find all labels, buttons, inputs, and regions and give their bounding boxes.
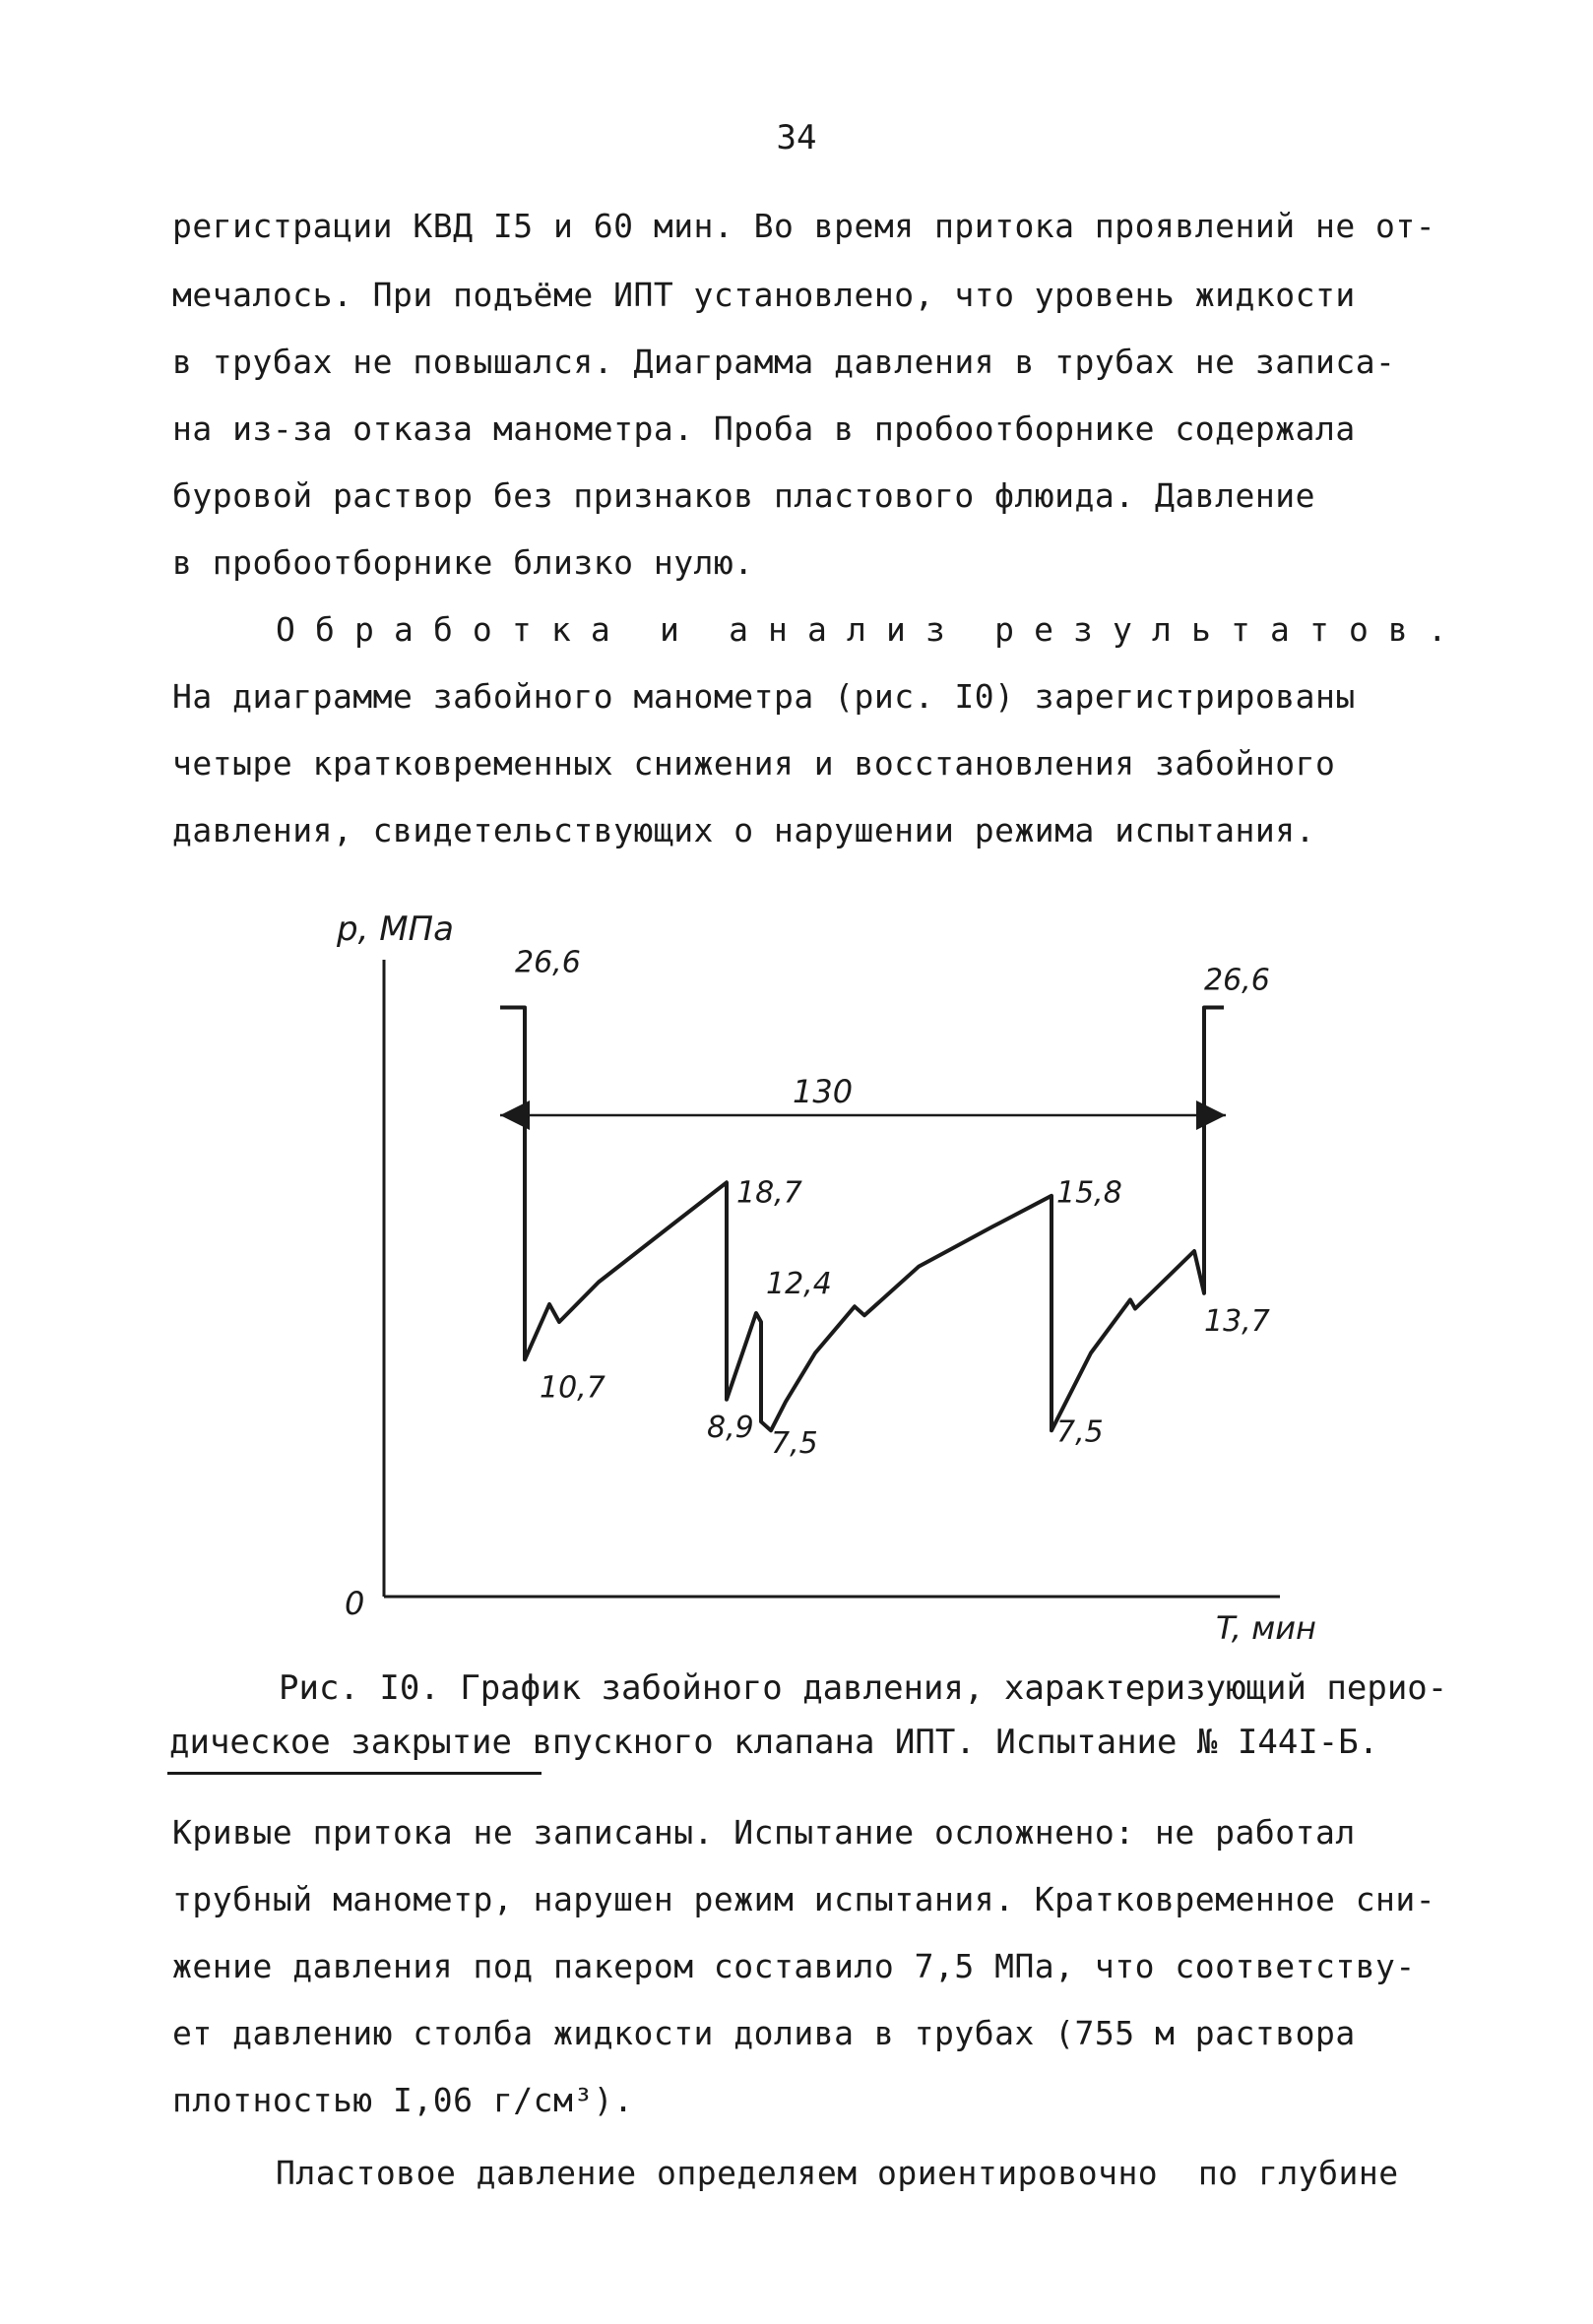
heading-letter: о bbox=[1348, 610, 1369, 649]
heading-letter: з bbox=[1073, 610, 1093, 649]
pressure-value-label: 8,9 bbox=[707, 1411, 754, 1445]
heading-letter: о bbox=[472, 610, 492, 649]
heading-letter: а bbox=[590, 610, 610, 649]
pressure-value-label: 15,8 bbox=[1056, 1175, 1122, 1211]
heading-letter: е bbox=[1034, 610, 1053, 649]
paragraph1-line: в трубах не повышался. Диаграмма давления в трубах не записа- bbox=[172, 343, 1396, 381]
paragraph1-line: буровой раствор без признаков пластового флюида. Давление bbox=[172, 476, 1315, 515]
heading-letter: р bbox=[994, 610, 1014, 649]
y-axis-label: p, МПа bbox=[337, 910, 454, 949]
page-number: 34 bbox=[776, 118, 817, 157]
heading-letter: т bbox=[511, 610, 532, 649]
heading-letter: а bbox=[393, 610, 414, 649]
paragraph1-line: в пробоотборнике близко нулю. bbox=[172, 543, 754, 582]
heading-letter: а bbox=[1269, 610, 1290, 649]
pressure-value-label: 26,6 bbox=[1204, 963, 1270, 998]
heading-letter: р bbox=[353, 610, 374, 649]
point-labels bbox=[515, 946, 1270, 1461]
heading-letter: у bbox=[1113, 610, 1132, 649]
paragraph2-line: На диаграмме забойного манометра (рис. I0) зарегистрированы bbox=[172, 677, 1356, 716]
heading-letter: б bbox=[432, 610, 453, 649]
paragraph3-line: Кривые притока не записаны. Испытание осложнено: не работал bbox=[172, 1813, 1356, 1852]
heading-letter: и bbox=[886, 610, 906, 649]
pressure-curve bbox=[500, 1008, 1224, 1431]
heading-letter: ь bbox=[1191, 610, 1211, 649]
heading-letter: б bbox=[314, 610, 335, 649]
pressure-value-label: 13,7 bbox=[1204, 1304, 1270, 1339]
heading-letter: к bbox=[550, 610, 571, 649]
paragraph2-line: давления, свидетельствующих о нарушении режима испытания. bbox=[172, 811, 1315, 849]
duration-label: 130 bbox=[793, 1073, 854, 1110]
heading-letter: л bbox=[1152, 610, 1172, 649]
heading-letter: т bbox=[1308, 610, 1329, 649]
paragraph2-line: четыре кратковременных снижения и восстановления забойного bbox=[172, 744, 1336, 783]
pressure-value-label: 12,4 bbox=[766, 1266, 832, 1301]
heading-letter: О bbox=[276, 610, 295, 649]
paragraph1-line: регистрации КВД I5 и 60 мин. Во время притока проявлений не от- bbox=[172, 207, 1436, 245]
pressure-value-label: 18,7 bbox=[736, 1175, 802, 1211]
paragraph3-line: жение давления под пакером составило 7,5 МПа, что соответству- bbox=[172, 1947, 1416, 1985]
pressure-value-label: 7,5 bbox=[1056, 1414, 1104, 1450]
pressure-value-label: 10,7 bbox=[540, 1370, 605, 1406]
pressure-value-label: 26,6 bbox=[515, 945, 581, 980]
figure-caption-line: дическое закрытие впускного клапана ИПТ. Испытание № I44I-Б. bbox=[169, 1723, 1379, 1762]
paragraph3-line: плотностью I,06 г/см³). bbox=[172, 2081, 634, 2119]
heading-letter: з bbox=[924, 610, 945, 649]
paragraph4-line: Пластовое давление определяем ориентировочно по глубине bbox=[276, 2154, 1399, 2192]
heading-letter: а bbox=[807, 610, 827, 649]
caption-underline bbox=[167, 1772, 542, 1775]
heading-letter: л bbox=[847, 610, 866, 649]
figure-caption-line: Рис. I0. График забойного давления, характеризующий перио- bbox=[279, 1668, 1448, 1708]
heading-letter: а bbox=[729, 610, 748, 649]
heading-letter: в bbox=[1387, 610, 1408, 649]
paragraph3-line: трубный манометр, нарушен режим испытания. Кратковременное сни- bbox=[172, 1880, 1436, 1918]
paragraph3-line: ет давлению столба жидкости долива в трубах (755 м раствора bbox=[172, 2014, 1356, 2052]
origin-label: 0 bbox=[345, 1585, 365, 1622]
heading-letter: . bbox=[1427, 610, 1447, 649]
paragraph1-line: мечалось. При подъёме ИПТ установлено, что уровень жидкости bbox=[172, 276, 1356, 314]
paragraph1-line: на из-за отказа манометра. Проба в пробоотборнике содержала bbox=[172, 409, 1356, 448]
pressure-value-label: 7,5 bbox=[771, 1425, 818, 1461]
heading-letter: и bbox=[659, 610, 679, 649]
heading-letter: т bbox=[1230, 610, 1250, 649]
heading-letter: н bbox=[768, 610, 788, 649]
x-axis-label: T, мин bbox=[1216, 1609, 1316, 1647]
